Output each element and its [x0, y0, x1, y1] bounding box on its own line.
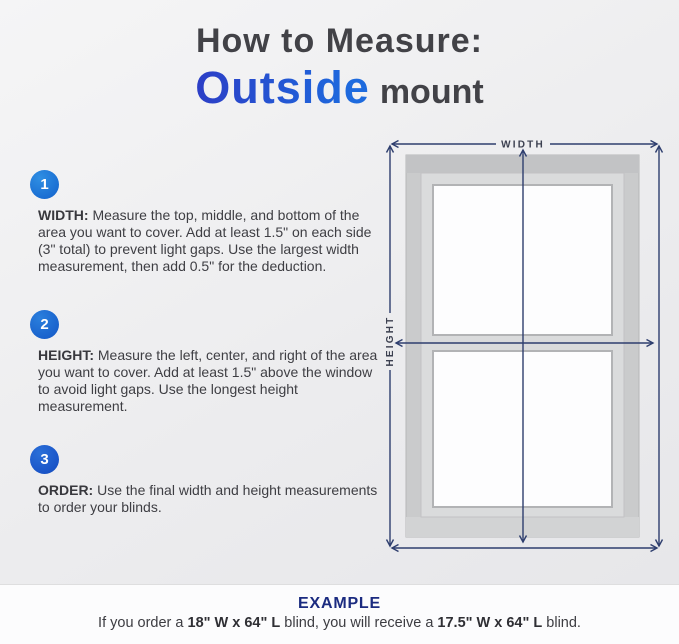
window-diagram-svg	[378, 128, 674, 562]
step-3	[30, 445, 382, 516]
example-prefix: If you order a	[98, 615, 188, 631]
step-1-label: WIDTH:	[38, 207, 89, 223]
title-highlight-outside: Outside	[195, 62, 370, 113]
step-2-number-badge: 2	[30, 310, 59, 339]
example-middle: blind, you will receive a	[280, 615, 438, 631]
step-1-text	[30, 207, 378, 275]
window-measurement-diagram	[378, 128, 674, 562]
step-3-text	[30, 482, 378, 516]
height-label: HEIGHT	[385, 315, 396, 367]
step-1	[30, 170, 382, 275]
step-2-body: Measure the left, center, and right of the area you want to cover. Add at least 1.5" above the window to avoid light gaps. Use the longest height measurement.	[38, 347, 378, 414]
step-3-label: ORDER:	[38, 482, 94, 498]
example-section	[0, 585, 679, 644]
width-label: WIDTH	[501, 139, 545, 151]
example-suffix: blind.	[542, 615, 581, 631]
title-line2	[0, 62, 679, 114]
example-ordered-size: 18" W x 64" L	[187, 615, 281, 631]
page-title	[0, 22, 679, 114]
step-1-number-badge: 1	[30, 170, 59, 199]
example-heading: EXAMPLE	[298, 595, 381, 612]
step-2-text	[30, 347, 378, 415]
title-line1: How to Measure:	[195, 22, 484, 60]
step-3-body: Use the final width and height measurements to order your blinds.	[38, 482, 378, 515]
title-suffix-mount: mount	[379, 73, 484, 111]
example-received-size: 17.5" W x 64" L	[437, 615, 543, 631]
step-1-body: Measure the top, middle, and bottom of the area you want to cover. Add at least 1.5" on each side (3" total) to prevent light gaps. Use the largest width measurement, then add 0.5" for the deduction.	[38, 207, 372, 274]
step-2	[30, 310, 382, 415]
example-sentence	[0, 615, 679, 631]
step-3-number-badge: 3	[30, 445, 59, 474]
step-2-label: HEIGHT:	[38, 347, 94, 363]
